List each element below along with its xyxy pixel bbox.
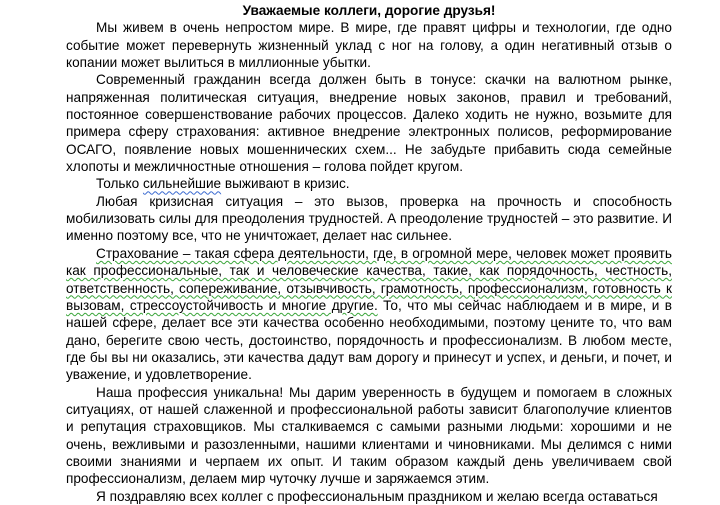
paragraph-3 bbox=[66, 175, 672, 192]
grammar-marked-word[interactable]: сильнейшие bbox=[142, 176, 222, 192]
document-page bbox=[66, 2, 672, 505]
paragraph-3-text-start: Только bbox=[96, 176, 143, 192]
paragraph-6: Наша профессия уникальна! Мы дарим уверенность в будущем и помогаем в сложных ситуациях, от нашей слаженной и профессиональной работы зависит благополучие клиентов и репутация страховщиков. Мы сталкиваемся с самыми разными людьми: хорошими и не очень, вежливыми и разозленными, нашими клиентами и чиновниками. Мы делимся с ними своими знаниями и черпаем их опыт. И таким образом каждый день увеличиваем свой профессионализм, делаем мир чуточку лучше и заряжаемся этим. bbox=[66, 384, 672, 487]
paragraph-2: Современный гражданин всегда должен быть в тонусе: скачки на валютном рынке, напряженная политическая ситуация, внедрение новых законов, правил и требований, постоянное совершенствование рабочих процессов. Далеко ходить не нужно, возьмите для примера сферу страхования: активное внедрение электронных полисов, реформирование ОСАГО, появление новых мошеннических схем... Не забудьте прибавить сюда семейные хлопоты и межличностные отношения – голова пойдет кругом. bbox=[66, 72, 672, 175]
grammar-marked-sentence[interactable]: Страхование – такая сфера деятельности, где, в огромной мере, человек может проявить как профессиональные, так и человеческие качества, такие, как порядочность, честность, ответственность, сопереживание, отзывчивость, грамотность, профессионализм, готовность к вызовам, стрессоустойчивость и многие другие. bbox=[66, 245, 672, 313]
paragraph-1: Мы живем в очень непростом мире. В мире, где правят цифры и технологии, где одно событие может перевернуть жизненный уклад с ног на голову, а один негативный отзыв о копании может вылиться в миллионные убытки. bbox=[66, 20, 672, 71]
document-title: Уважаемые коллеги, дорогие друзья! bbox=[242, 3, 496, 18]
paragraph-3-text-end: выживают в кризис. bbox=[221, 176, 350, 192]
paragraph-4: Любая кризисная ситуация – это вызов, проверка на прочность и способность мобилизовать силы для преодоления трудностей. А преодоление трудностей – это развитие. И именно поэтому все, что не уничтожает, делает нас сильнее. bbox=[66, 193, 672, 244]
paragraph-7: Я поздравляю всех коллег с профессиональным праздником и желаю всегда оставаться bbox=[96, 488, 658, 504]
paragraph-5 bbox=[66, 245, 672, 384]
paragraph-5-text-rest: То, что мы сейчас наблюдаем и в мире, и в нашей сфере, делает все эти качества особенно необходимыми, поэтому цените то, что вам дано, берегите свою честь, достоинство, порядочность и профессионализм. В любом месте, где бы вы ни оказались, эти качества дадут вам дорогу и принесут и успех, и деньги, и почет, и уважение, и удовлетворение. bbox=[66, 297, 672, 383]
